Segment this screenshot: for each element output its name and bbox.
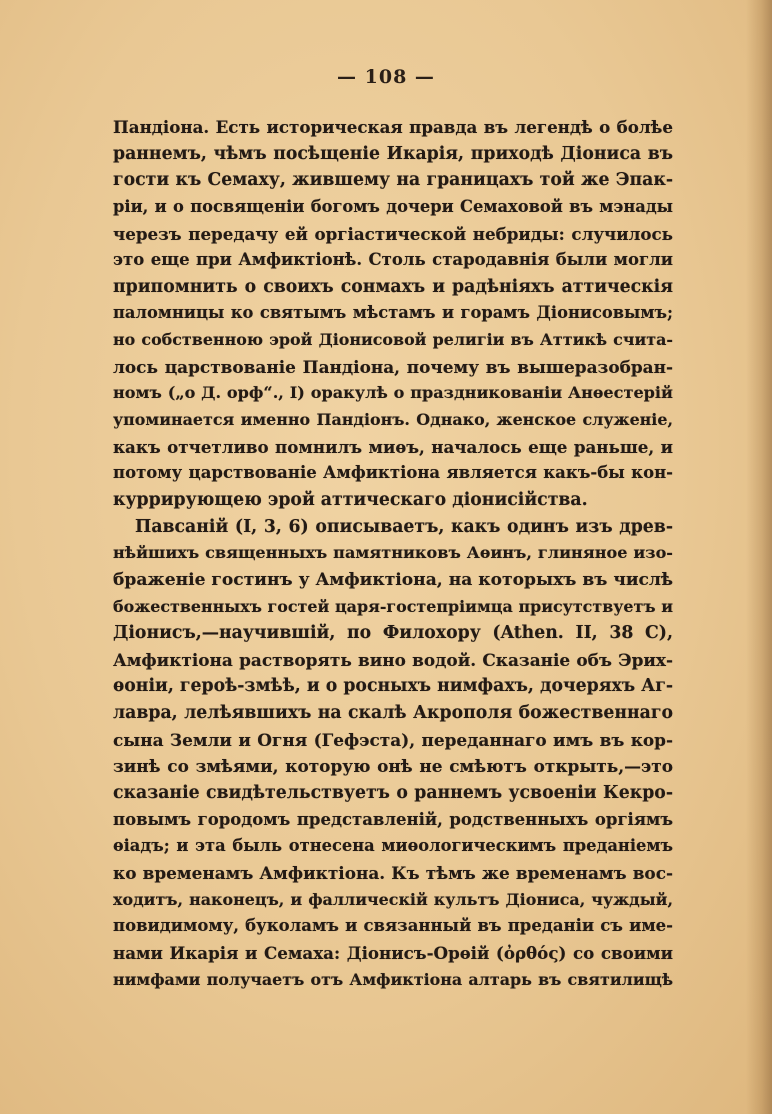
text-line: упоминается именно Пандіонъ. Однако, женское служеніе, [113, 410, 673, 430]
text-line: лось царствованіе Пандіона, почему въ вышеразобран- [113, 356, 673, 377]
paragraph-end-line: куррирующею эрой аттическаго діонисійства. [113, 489, 588, 510]
text-line: какъ отчетливо помнилъ миѳъ, началось еще раньше, и [113, 436, 673, 457]
text-line: ѳоніи, героѣ-змѣѣ, и о росныхъ нимфахъ, дочеряхъ Аг- [113, 676, 673, 697]
text-line: сказаніе свидѣтельствуетъ о раннемъ усвоеніи Кекро- [113, 783, 673, 804]
page-body-text [113, 114, 673, 993]
text-line: паломницы ко святымъ мѣстамъ и горамъ Діонисовымъ; [113, 303, 673, 323]
text-line: потому царствованіе Амфиктіона является какъ-бы кон- [113, 463, 673, 483]
text-line: припомнить о своихъ сонмахъ и радѣніяхъ аттическія [113, 276, 673, 297]
text-line: повымъ городомъ представленій, родственныхъ оргіямъ [113, 809, 673, 829]
text-line: божественныхъ гостей царя-гостепріимца присутствуетъ и [113, 596, 673, 616]
text-line: ѳіадъ; и эта быль отнесена миѳологическимъ преданіемъ [113, 836, 673, 856]
text-line: это еще при Амфиктіонѣ. Столь стародавнія были могли [113, 250, 673, 270]
text-line: нѣйшихъ священныхъ памятниковъ Аѳинъ, глиняное изо- [113, 543, 673, 563]
text-line: Амфиктіона растворять вино водой. Сказаніе объ Эрих- [113, 649, 673, 670]
text-line: но собственною эрой Діонисовой религіи въ Аттикѣ счита- [113, 330, 673, 350]
text-line: повидимому, буколамъ и связанный въ преданіи съ име- [113, 916, 673, 936]
text-line: раннемъ, чѣмъ посѣщеніе Икарія, приходѣ Діониса въ [113, 143, 673, 164]
page-edge-shadow [746, 0, 772, 1114]
page-number: — 108 — [337, 66, 435, 88]
text-line: лавра, лелѣявшихъ на скалѣ Акрополя божественнаго [113, 703, 673, 724]
text-line: ко временамъ Амфиктіона. Къ тѣмъ же временамъ вос- [113, 862, 673, 883]
text-line: Діонисъ,—научившій, по Филохору (Athen. II, 38 C), [113, 623, 673, 644]
text-line: сына Земли и Огня (Гефэста), переданнаго имъ въ кор- [113, 729, 673, 750]
text-line: гости къ Семаху, жившему на границахъ той же Эпак- [113, 170, 673, 191]
text-line: ріи, и о посвященіи богомъ дочери Семаховой въ мэнады [113, 196, 673, 216]
text-line: браженіе гостинъ у Амфиктіона, на которыхъ въ числѣ [113, 569, 673, 590]
text-line: черезъ передачу ей оргіастической небриды: случилось [113, 223, 673, 244]
paragraph-start-line: Павсаній (I, 3, 6) описываетъ, какъ одинъ изъ древ- [135, 516, 673, 537]
text-line: ходитъ, наконецъ, и фаллическій культъ Діониса, чуждый, [113, 889, 673, 909]
text-line: номъ („о Д. орф“., I) оракулѣ о праздникованіи Анѳестерій [113, 383, 673, 403]
text-line: нимфами получаетъ отъ Амфиктіона алтарь въ святилищѣ [113, 969, 673, 989]
text-line: зинѣ со змѣями, которую онѣ не смѣютъ открыть,—это [113, 756, 673, 777]
text-line: Пандіона. Есть историческая правда въ легендѣ о болѣе [113, 117, 673, 137]
text-line: нами Икарія и Семаха: Діонисъ-Орѳій (ὀρθός) со своими [113, 942, 673, 963]
